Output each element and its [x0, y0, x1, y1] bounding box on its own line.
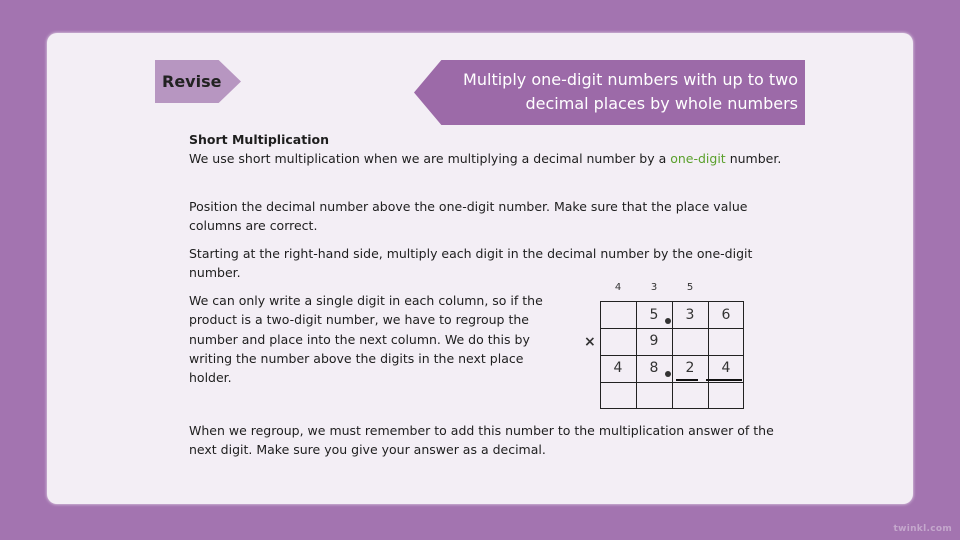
- position-paragraph: Position the decimal number above the one-digit number. Make sure that the place value columns are correct.: [189, 199, 748, 234]
- answer-digit: 2: [685, 360, 695, 376]
- answer-underline: [676, 379, 698, 381]
- carry-digit: 3: [650, 282, 658, 293]
- answer-underline: [706, 379, 742, 381]
- para1-highlight: one-digit: [670, 151, 726, 167]
- carry-digit: 5: [686, 282, 694, 293]
- answer-digit: 4: [613, 360, 623, 376]
- regroup-paragraph: We can only write a single digit in each column, so if the product is a two-digit number, we have to regroup the number and place into the next column. We do this by writing the number above the digits in the next place holder.: [189, 293, 543, 386]
- revise-label: Revise: [162, 72, 222, 91]
- multiplicand-digit: 3: [685, 307, 695, 323]
- right-hand-paragraph: Starting at the right-hand side, multiply each digit in the decimal number by the one-digit number.: [189, 246, 753, 281]
- para1-end: number.: [725, 151, 782, 167]
- regroup-reminder-paragraph: When we regroup, we must remember to add this number to the multiplication answer of the next digit. Make sure you give your answer as a decimal.: [189, 423, 774, 458]
- brand-logo: twinkl.com: [893, 524, 952, 534]
- carry-digit: 4: [614, 282, 622, 293]
- decimal-point: [665, 371, 671, 377]
- decimal-point: [665, 318, 671, 324]
- intro-paragraph: [189, 130, 789, 169]
- multiplier-digit: 9: [649, 333, 659, 349]
- page-title: Multiply one-digit numbers with up to two decimal places by whole numbers: [463, 70, 798, 113]
- para1-text: We use short multiplication when we are multiplying a decimal number by a: [189, 151, 671, 167]
- multiplicand-digit: 6: [721, 307, 731, 323]
- multiplicand-digit: 5: [649, 307, 659, 323]
- section-heading: Short Multiplication: [189, 132, 329, 147]
- answer-digit: 4: [721, 360, 731, 376]
- multiply-sign: ×: [584, 334, 596, 350]
- answer-digit: 8: [649, 360, 659, 376]
